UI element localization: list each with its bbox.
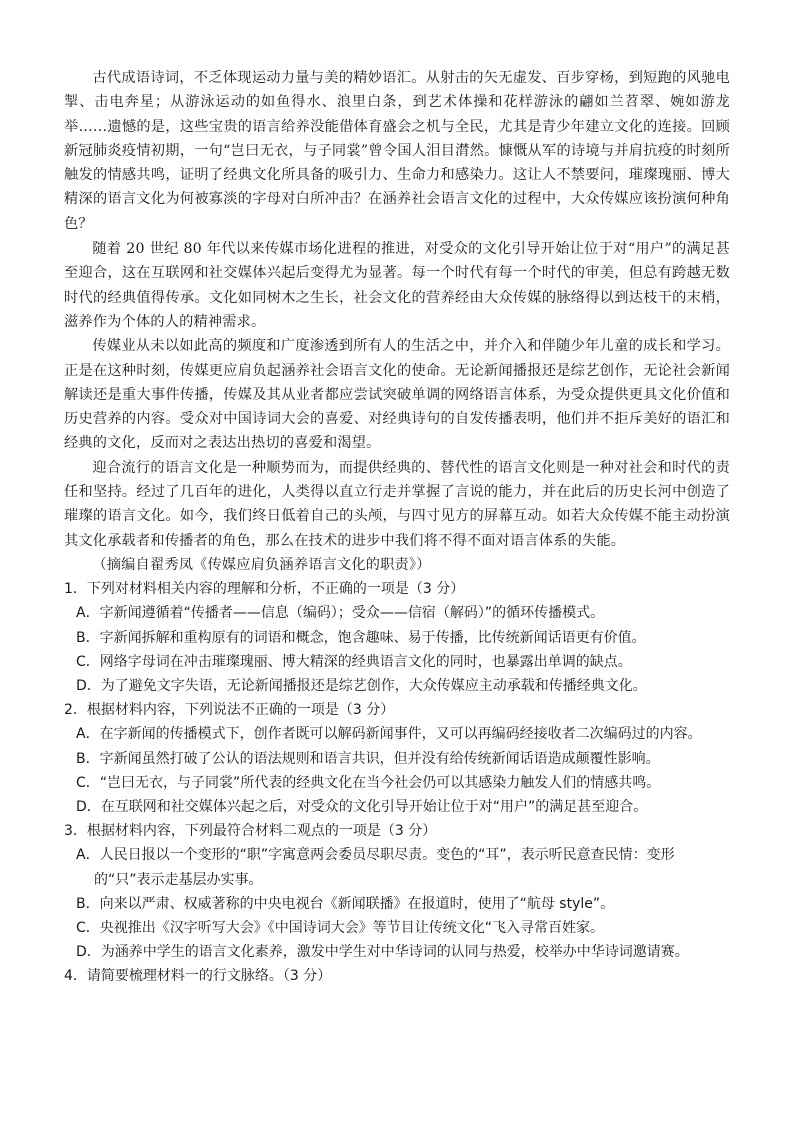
passage-paragraph-2: 随着 20 世纪 80 年代以来传媒市场化进程的推进，对受众的文化引导开始让位于对“用户”的满足甚至迎合，这在互联网和社交媒体兴起后变得尤为显著。每一个时代有每一个时代的审美，但总有跨越无数时代的经典值得传承。文化如同树木之生长，社会文化的营养经由大众传媒的脉络得以到达枝干的末梢，滋养作为个体的人的精神需求。 <box>64 241 730 330</box>
question-3 <box>64 819 730 964</box>
question-1 <box>64 577 730 698</box>
option-b[interactable]: B．向来以严肃、权威著称的中央电视台《新闻联播》在报道时，使用了“航母 style”。 <box>76 895 615 912</box>
option-d[interactable]: D．为涵养中学生的语言文化素养，激发中学生对中华诗词的认同与热爱，校举办中华诗词邀请赛。 <box>76 944 689 961</box>
question-4 <box>64 964 730 988</box>
option-c[interactable]: C．“岂曰无衣，与子同裳”所代表的经典文化在当今社会仍可以其感染力触发人们的情感共鸣。 <box>76 774 661 791</box>
passage-source: （摘编自翟秀凤《传媒应肩负涵养语言文化的职责》） <box>92 556 431 573</box>
question-stem: 2．根据材料内容，下列说法不正确的一项是（3 分） <box>64 702 395 719</box>
passage-paragraph-1: 古代成语诗词，不乏体现运动力量与美的精妙语汇。从射击的矢无虚发、百步穿杨，到短跑的风驰电掣、击电奔星；从游泳运动的如鱼得水、浪里白条，到艺术体操和花样游泳的翩如兰苕翠、婉如游龙举……遗憾的是，这些宝贵的语言给养没能借体育盛会之机与全民，尤其是青少年建立文化的连接。回顾新冠肺炎疫情初期，一句“岂曰无衣，与子同裳”曾令国人泪目潸然。慷慨从军的诗境与并肩抗疫的时刻所触发的情感共鸣，证明了经典文化所具备的吸引力、生命力和感染力。这让人不禁要问，璀璨瑰丽、博大精深的语言文化为何被寡淡的字母对白所冲击？在涵养社会语言文化的过程中，大众传媒应该扮演何种角色？ <box>64 70 730 232</box>
option-a[interactable]: A．在字新闻的传播模式下，创作者既可以解码新闻事件，又可以再编码经接收者二次编码过的内容。 <box>76 726 702 743</box>
question-stem: 3．根据材料内容，下列最符合材料二观点的一项是（3 分） <box>64 823 437 840</box>
option-d[interactable]: D．在互联网和社交媒体兴起之后，对受众的文化引导开始让位于对“用户”的满足甚至迎合。 <box>76 799 648 816</box>
option-b[interactable]: B．字新闻拆解和重构原有的词语和概念，饱含趣味、易于传播，比传统新闻话语更有价值。 <box>76 629 646 646</box>
option-c[interactable]: C．央视推出《汉字听写大会》《中国诗词大会》等节目让传统文化“飞入寻常百姓家。 <box>76 920 605 937</box>
question-stem: 1．下列对材料相关内容的理解和分析，不正确的一项是（3 分） <box>64 581 465 598</box>
passage-paragraph-4: 迎合流行的语言文化是一种顺势而为，而提供经典的、替代性的语言文化则是一种对社会和时代的责任和坚持。经过了几百年的进化，人类得以直立行走并掌握了言说的能力，并在此后的历史长河中创造了璀璨的语言文化。如今，我们终日低着自己的头颅，与四寸见方的屏幕互动。如若大众传媒不能主动扮演其文化承载者和传播者的角色，那么在技术的进步中我们将不得不面对语言体系的失能。 <box>64 459 730 549</box>
option-d[interactable]: D．为了避免文字失语，无论新闻播报还是综艺创作，大众传媒应主动承载和传播经典文化。 <box>76 678 647 695</box>
reading-passage <box>64 66 730 577</box>
option-a[interactable]: A．字新闻遵循着“传播者——信息（编码）；受众——信宿（解码）”的循环传播模式。 <box>76 605 605 622</box>
option-a[interactable]: A．人民日报以一个变形的“职”字寓意两会委员尽职尽责。变色的“耳”，表示听民意查民情：变形的“只”表示走基层办实事。 <box>76 847 675 888</box>
question-2 <box>64 698 730 819</box>
option-c[interactable]: C．网络字母词在冲击璀璨瑰丽、博大精深的经典语言文化的同时，也暴露出单调的缺点。 <box>76 653 632 670</box>
question-stem: 4．请简要梳理材料一的行文脉络。（3 分） <box>64 968 332 985</box>
option-b[interactable]: B．字新闻虽然打破了公认的语法规则和语言共识，但并没有给传统新闻话语造成颠覆性影响。 <box>76 750 660 767</box>
passage-paragraph-3: 传媒业从未以如此高的频度和广度渗透到所有人的生活之中，并介入和伴随少年儿童的成长和学习。正是在这种时刻，传媒更应肩负起涵养社会语言文化的使命。无论新闻播报还是综艺创作，无论社会新闻解读还是重大事件传播，传媒及其从业者都应尝试突破单调的网络语言体系，为受众提供更具文化价值和历史营养的内容。受众对中国诗词大会的喜爱、对经典诗句的自发传播表明，他们并不拒斥美好的语汇和经典的文化，反而对之表达出热切的喜爱和渴望。 <box>64 338 730 452</box>
